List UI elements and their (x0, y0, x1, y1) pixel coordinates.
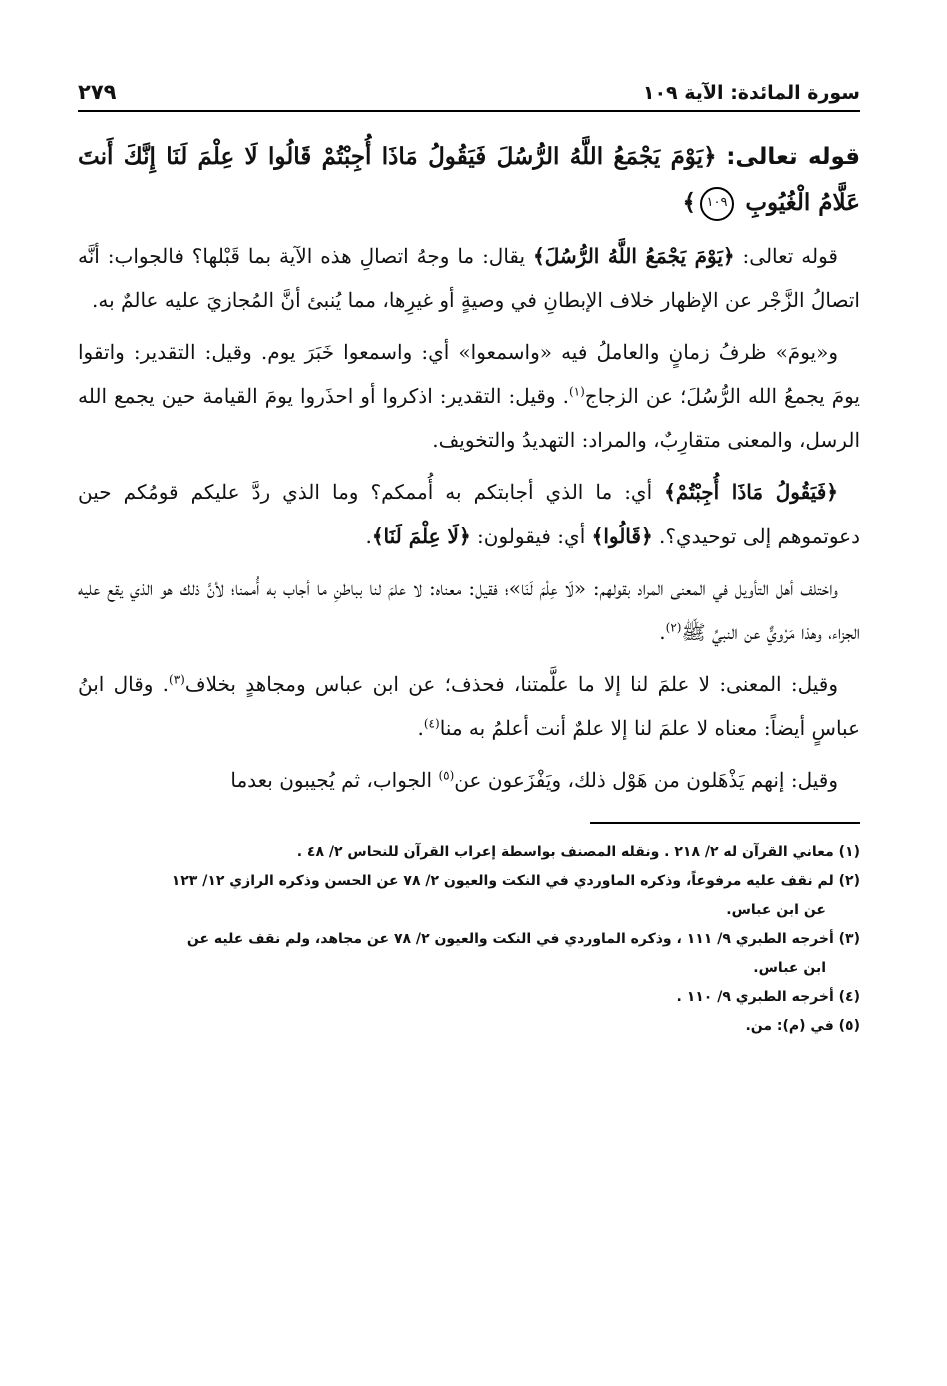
paragraph-text: و«يومَ» ظرفُ زمانٍ والعاملُ فيه «واسمعوا» أي: واسمعوا خَبَرَ يوم. وقيل: التقدير: واتقوا يومَ يجمعُ الله الرُّسُلَ؛ عن الزجاج (78, 340, 860, 408)
footnote-ref: (٣) (169, 672, 185, 687)
quran-quote: ﴿يَوْمَ يَجْمَعُ اللَّهُ الرُّسُلَ﴾ (533, 244, 735, 268)
paragraph-text: واختلف أهل التأويل في المعنى المراد بقولهم: «لَا عِلْمَ لَنَا»؛ فقيل: معناه: لا علمَ لنا بباطنِ ما أجاب به أُممنا؛ لأنَّ ذلك هو الذي يقع عليه الجزاء، وهذا مَرْويٌّ عن النبيِّ ﷺ (78, 576, 860, 644)
page-header (78, 70, 860, 112)
paragraph-1 (78, 234, 860, 322)
paragraph-text: . (659, 620, 666, 644)
footnote-number: (٥) (838, 1018, 860, 1034)
paragraph-text: . (417, 716, 424, 740)
quran-quote: ﴿فَيَقُولُ مَاذَا أُجِبْتُمْ﴾ (664, 480, 838, 504)
paragraph-text: . وقال ابنُ عباسٍ أيضاً: معناه لا علمَ لنا إلا علمٌ أنت أعلمُ به منا (78, 672, 860, 740)
footnotes (78, 838, 860, 1041)
footnote-number: (٢) (838, 873, 860, 889)
footnote-ref: (٥) (438, 768, 455, 783)
paragraph-text: . وقيل: التقدير: اذكروا أو احذَروا يومَ القيامة حين يجمع الله الرسل، والمعنى متقارِبٌ، والمراد: التهديدُ والتخويف. (78, 384, 860, 452)
paragraph-6 (78, 758, 860, 802)
running-title: سورة المائدة: الآية ١٠٩ (642, 82, 860, 104)
footnote-5 (78, 1012, 860, 1041)
paragraph-5 (78, 662, 860, 750)
ayah-number-marker: ١٠٩ (700, 187, 734, 221)
paragraph-text: أي: ما الذي أجابتكم به أُممكم؟ وما الذي ردَّ عليكم قومُكم حين دعوتموهم إلى توحيدي؟. (78, 480, 860, 548)
paragraph-text: الجواب، ثم يُجيبون بعدما (230, 768, 439, 792)
footnote-2 (78, 867, 860, 925)
paragraph-text: وقيل: المعنى: لا علمَ لنا إلا ما علَّمتنا، فحذف؛ عن ابن عباس ومجاهدٍ بخلاف (184, 672, 838, 696)
footnote-text: في (م): من. (745, 1018, 834, 1034)
footnote-text: لم نقف عليه مرفوعاً، وذكره الماوردي في النكت والعيون ٢/ ٧٨ عن الحسن وذكره الرازي ١٢/ ١٢٣ (171, 873, 834, 889)
footnote-continuation: ابن عباس. (753, 960, 826, 976)
paragraph-text: أي: فيقولون: (470, 524, 592, 548)
paragraph-text: وقيل: إنهم يَذْهَلون من هَوْل ذلك، ويَفْزَعون عن (454, 768, 838, 792)
paragraph-text: قوله تعالى: (734, 244, 838, 268)
paragraph-4 (78, 566, 860, 654)
footnote-3 (78, 925, 860, 983)
footnote-continuation: عن ابن عباس. (726, 902, 826, 918)
footnote-number: (١) (838, 844, 860, 860)
verse-heading-lead: قوله تعالى: (726, 144, 861, 170)
quran-quote: ﴿قَالُوا﴾ (591, 524, 653, 548)
book-page (78, 70, 860, 1041)
footnote-1 (78, 838, 860, 867)
page-number: ٢٧٩ (78, 80, 117, 104)
quran-quote: ﴿لَا عِلْمَ لَنَا﴾ (371, 524, 471, 548)
footnote-text: أخرجه الطبري ٩/ ١١١ ، وذكره الماوردي في النكت والعيون ٢/ ٧٨ عن مجاهد، ولم نقف عليه عن (186, 931, 834, 947)
commentary-body (78, 234, 860, 802)
footnote-ref: (٢) (665, 620, 682, 635)
footnote-number: (٤) (838, 989, 860, 1005)
footnote-text: معاني القرآن له ٢/ ٢١٨ . ونقله المصنف بواسطة إعراب القرآن للنحاس ٢/ ٤٨ . (296, 844, 834, 860)
footnote-4 (78, 983, 860, 1012)
verse-heading-close: ﴾ (682, 189, 697, 216)
paragraph-2 (78, 330, 860, 462)
footnote-ref: (١) (568, 384, 585, 399)
paragraph-text: . (365, 524, 372, 548)
footnote-separator (590, 822, 860, 824)
footnote-ref: (٤) (423, 716, 440, 731)
verse-heading-text: ﴿يَوْمَ يَجْمَعُ اللَّهُ الرُّسُلَ فَيَقُولُ مَاذَا أُجِبْتُمْ قَالُوا لَا عِلْمَ لَنَا إِنَّكَ أَنتَ عَلَّامُ الْغُيُوبِ (78, 143, 860, 216)
footnote-text: أخرجه الطبري ٩/ ١١٠ . (676, 989, 834, 1005)
paragraph-3 (78, 470, 860, 558)
footnote-number: (٣) (838, 931, 860, 947)
paragraph-text: يقال: ما وجهُ اتصالِ هذه الآية بما قَبْلها؟ فالجواب: أنَّه اتصالُ الزَّجْر عن الإظهار خلاف الإبطانِ في وصيةٍ أو غيرِها، مما يُنبئ أنَّ المُجازيَ عليه عالمٌ به. (78, 244, 860, 312)
verse-heading (78, 134, 860, 226)
